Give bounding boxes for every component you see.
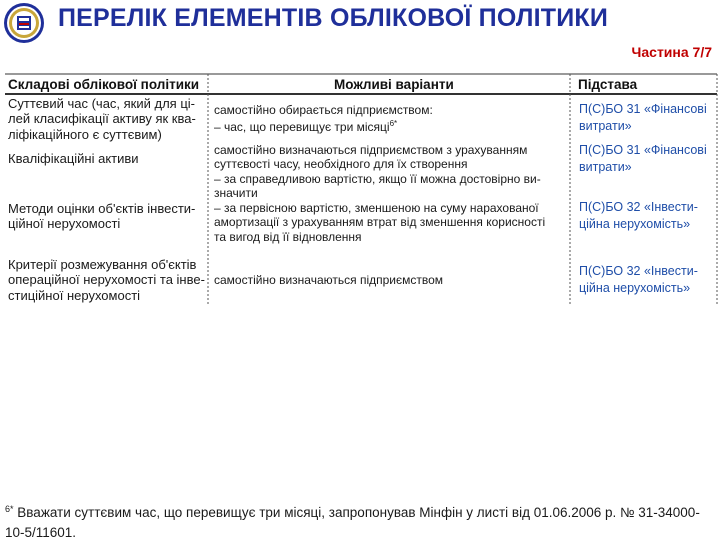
row-1-component: Суттєвий час (час, який для ці- лей класифікації активу як ква- ліфікаційного є суттєвим) [8,96,196,142]
page-title: ПЕРЕЛІК ЕЛЕМЕНТІВ ОБЛІКОВОЇ ПОЛІТИКИ [58,4,608,32]
part-label: Частина 7/7 [631,44,712,60]
column-header-component: Складові облікової політики [8,77,200,92]
row-2-component: Кваліфікаційні активи [8,151,139,166]
footnote-mark: 6* [5,504,14,514]
row-3-options: – за справедливою вартістю, якщо її можна достовірно ви- значити – за первісною вартістю, зменшеною на суму нарахованої амортизації з урахуванням втрат від зменшення корисності та вигод від її відновлення [214,172,546,244]
row-4-options: самостійно визначаються підприємством [214,273,444,287]
university-emblem-icon [3,2,45,44]
row-1-options: самостійно обирається підприємством: – час, що перевищує три місяці$^{6*}$ [214,103,433,135]
row-2-basis: П(С)БО 31 «Фінансові витрати» [579,143,707,174]
row-2-options: самостійно визначаються підприємством з урахуванням суттєвості часу, необхідного для їх створення [214,143,528,172]
row-4-basis: П(С)БО 32 «Інвести- ційна нерухомість» [579,264,698,295]
row-4-component: Критерії розмежування об'єктів операційної нерухомості та інве- стиційної нерухомості [8,257,205,303]
footnote-reference: 6* [389,119,398,129]
row-3-basis: П(С)БО 32 «Інвести- ційна нерухомість» [579,200,698,231]
column-header-options: Можливі варіанти [334,77,454,92]
row-3-component: Методи оцінки об'єктів інвести- ційної нерухомості [8,201,196,232]
row-1-basis: П(С)БО 31 «Фінансові витрати» [579,102,707,133]
footnote-text: Вважати суттєвим час, що перевищує три місяці, запропонував Мінфін у листі від 01.06.2006 р. № 31-34000-10-5/11601. [5,505,700,540]
footnote [5,499,715,543]
column-header-basis: Підстава [578,77,638,92]
